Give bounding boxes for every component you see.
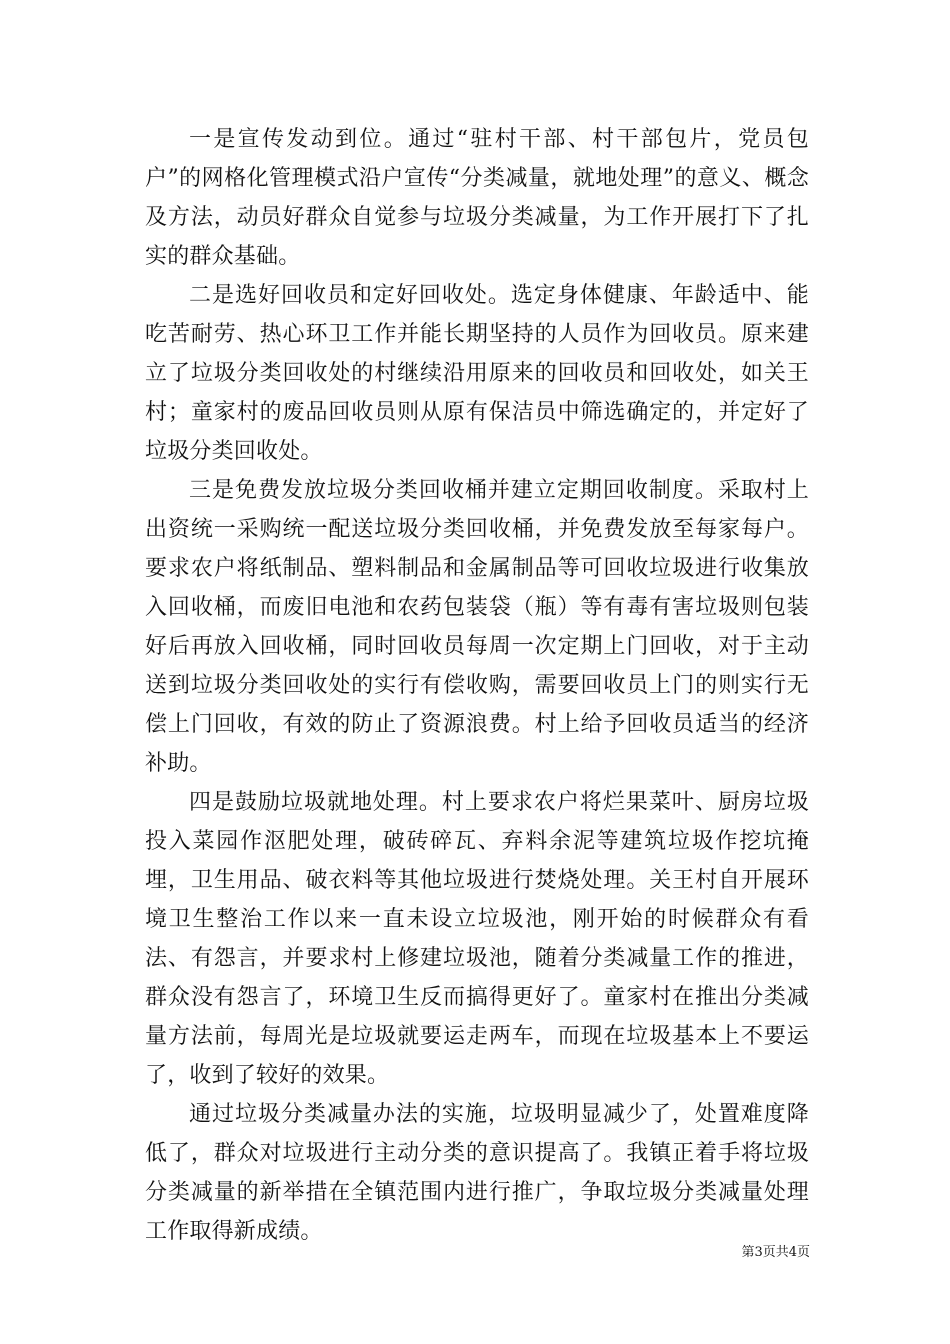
page-number: 第3页共4页	[741, 1245, 810, 1260]
paragraph-publicity: 一是宣传发动到位。通过“驻村干部、村干部包片，党员包户”的网格化管理模式沿户宣传“分类减量，就地处理”的意义、概念及方法，动员好群众自觉参与垃圾分类减量，为工作开展打下了扎实的群众基础。	[145, 127, 809, 269]
paragraph-recyclers: 二是选好回收员和定好回收处。选定身体健康、年龄适中、能吃苦耐劳、热心环卫工作并能长期坚持的人员作为回收员。原来建立了垃圾分类回收处的村继续沿用原来的回收员和回收处，如关王村；童家村的废品回收员则从原有保洁员中筛选确定的，并定好了垃圾分类回收处。	[145, 283, 809, 464]
paragraph-conclusion: 通过垃圾分类减量办法的实施，垃圾明显减少了，处置难度降低了，群众对垃圾进行主动分类的意识提高了。我镇正着手将垃圾分类减量的新举措在全镇范围内进行推广，争取垃圾分类减量处理工作取得新成绩。	[145, 1102, 809, 1244]
paragraph-local-processing: 四是鼓励垃圾就地处理。村上要求农户将烂果菜叶、厨房垃圾投入菜园作沤肥处理，破砖碎瓦、弃料余泥等建筑垃圾作挖坑掩埋，卫生用品、破衣料等其他垃圾进行焚烧处理。关王村自开展环境卫生整治工作以来一直未设立垃圾池，刚开始的时候群众有看法、有怨言，并要求村上修建垃圾池，随着分类减量工作的推进，群众没有怨言了，环境卫生反而搞得更好了。童家村在推出分类减量方法前，每周光是垃圾就要运走两车，而现在垃圾基本上不要运了，收到了较好的效果。	[145, 790, 809, 1088]
document-body	[145, 120, 809, 1251]
paragraph-recycling-bins: 三是免费发放垃圾分类回收桶并建立定期回收制度。采取村上出资统一采购统一配送垃圾分类回收桶，并免费发放至每家每户。要求农户将纸制品、塑料制品和金属制品等可回收垃圾进行收集放入回收桶，而废旧电池和农药包装袋（瓶）等有毒有害垃圾则包装好后再放入回收桶，同时回收员每周一次定期上门回收，对于主动送到垃圾分类回收处的实行有偿收购，需要回收员上门的则实行无偿上门回收，有效的防止了资源浪费。村上给予回收员适当的经济补助。	[145, 478, 809, 776]
